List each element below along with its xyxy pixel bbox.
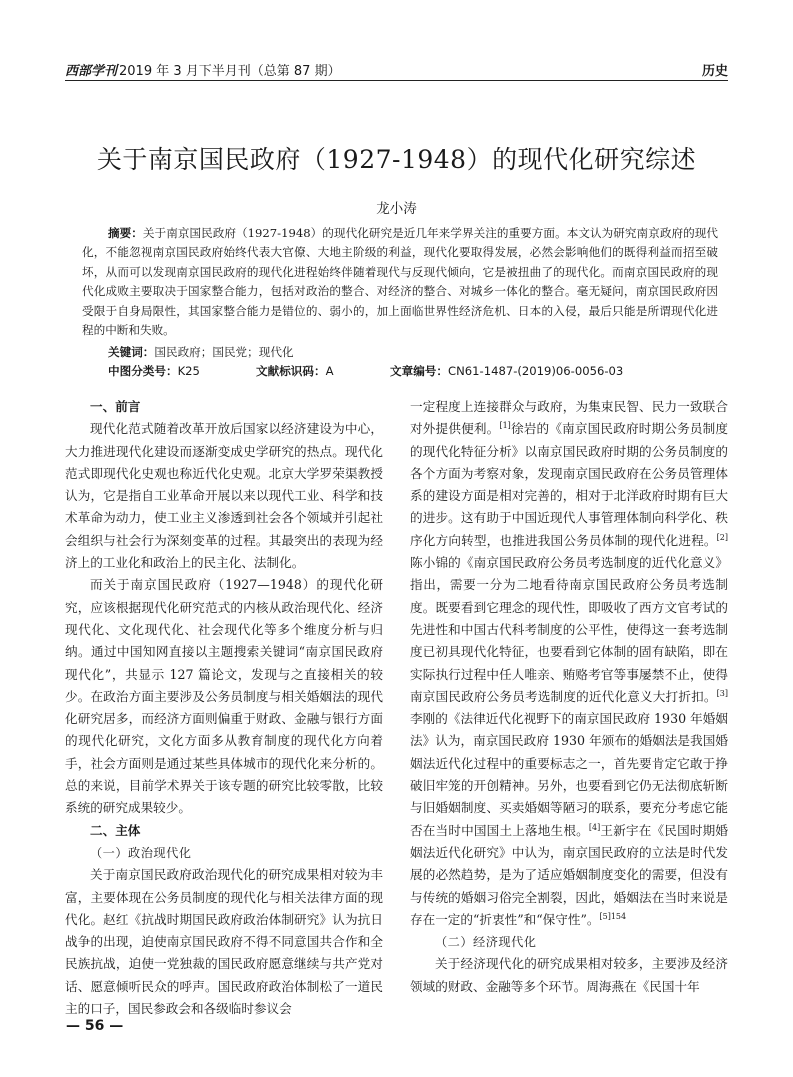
paragraph: 现代化范式随着改革开放后国家以经济建设为中心，大力推进现代化建设而逐渐变成史学研究的热点。现代化范式即现代化史观也称近代化史观。北京大学罗荣渠教授认为，它是指自工业革命开展以来以现代工业、科学和技术革命为动力，使工业主义渗透到社会各个领域并引起社会组织与社会行为深刻变革的过程。其最突出的表现为经济上的工业化和政治上的民主化、法制化。 xyxy=(65,421,383,571)
doc-value: A xyxy=(325,364,334,378)
article-number-value: CN61-1487-(2019)06-0056-03 xyxy=(447,364,624,378)
subsection-heading-political: （一）政治现代化 xyxy=(90,845,192,860)
paragraph: 关于经济现代化的研究成果相对较多，主要涉及经济领域的财政、金融等多个环节。周海燕在《民国十年 xyxy=(410,956,728,994)
doc-code xyxy=(256,363,334,379)
section-label: 历史 xyxy=(701,64,728,79)
keywords-text: 国民政府；国民党；现代化 xyxy=(154,345,294,359)
keywords-label: 关键词： xyxy=(108,345,155,359)
running-header xyxy=(65,58,728,81)
paragraph: 关于南京国民政府政治现代化的研究成果相对较为丰富，主要体现在公务员制度的现代化与相关法律方面的现代化。赵红《抗战时期国民政府政治体制研究》认为抗日战争的出现，迫使南京国民政府不得不同意国共合作和全民族抗战，迫使一党独裁的国民政府愿意继续与共产党对话、愿意倾听民众的呼声。国民政府政治体制松了一道民主的口子，国民参政会和各级临时参议会 xyxy=(65,867,383,1017)
section-heading-intro: 一、前言 xyxy=(90,399,141,414)
citation-ref: [5]154 xyxy=(599,911,627,921)
author-name: 龙小涛 xyxy=(376,201,417,217)
clc-number xyxy=(108,363,200,379)
doc-label: 文献标识码： xyxy=(256,364,326,378)
abstract-label: 摘要： xyxy=(108,226,143,240)
subsection-heading-economic: （二）经济现代化 xyxy=(435,935,537,950)
page-number: — 56 — xyxy=(66,1018,124,1034)
citation-ref: [4] xyxy=(588,822,601,832)
clc-label: 中图分类号： xyxy=(108,364,178,378)
issue-label: 2019 年 3 月下半月刊（总第 87 期） xyxy=(119,64,341,79)
citation-ref: [1] xyxy=(499,421,511,431)
abstract-text: 关于南京国民政府（1927-1948）的现代化研究是近几年来学界关注的重要方面。本文认为研究南京政府的现代化，不能忽视南京国民政府始终代表大官僚、大地主阶级的利益，现代化要取得发展，必然会影响他们的既得利益而招至破坏，从而可以发现南京国民政府的现代化进程始终伴随着现代与反现代倾向，它是被扭曲了的现代化。而南京国民政府的现代化成败主要取决于国家整合能力，包括对政治的整合、对经济的整合、对城乡一体化的整合。毫无疑问，南京国民政府因受限于自身局限性，其国家整合能力是错位的、弱小的，加上面临世界性经济危机、日本的入侵，最后只能是所谓现代化进程的中断和失败。 xyxy=(82,226,718,338)
article-number-label: 文章编号： xyxy=(390,364,448,378)
clc-value: K25 xyxy=(177,364,200,378)
keywords xyxy=(108,344,294,360)
journal-logo: 西部学刊 xyxy=(65,64,118,79)
article-number xyxy=(390,363,623,379)
journal-info xyxy=(65,60,341,79)
paragraph: 一定程度上连接群众与政府，为集束民智、民力一致联合对外提供便利。[1]徐岩的《南京国民政府时期公务员制度的现代化特征分析》以南京国民政府时期的公务员制度的各个方面为考察对象，发现南京国民政府在公务员管理体系的建设方面是相对完善的，相对于北洋政府时期有巨大的进步。这有助于中国近现代人事管理体制向科学化、秩序化方向转型，也推进我国公务员体制的现代化进程。[2]陈小锦的《南京国民政府公务员考选制度的近代化意义》指出，需要一分为二地看待南京国民政府公务员考选制度。既要看到它理念的现代性，即吸收了西方文官考试的先进性和中国古代科考制度的公平性，使得这一套考选制度已初具现代化特征，也要看到它体制的固有缺陷，即在实际执行过程中任人唯亲、贿赂考官等事屡禁不止，使得南京国民政府公务员考选制度的近代化意义大打折扣。[3]李刚的《法律近代化视野下的南京国民政府 1930 年婚姻法》认为，南京国民政府 1930 年颁布的婚姻法是我国婚姻法近代化过程中的重要标志之一，首先要肯定它敢于挣破旧牢笼的开创精神。另外，也要看到它仍无法彻底斩断与旧婚姻制度、买卖婚姻等陋习的联系，要充分考虑它能否在当时中国国土上落地生根。[4]王新宇在《民国时期婚姻法近代化研究》中认为，南京国民政府的立法是时代发展的必然趋势，是为了适应婚姻制度变化的需要，但没有与传统的婚姻习俗完全割裂，因此，婚姻法在当时来说是存在一定的“折衷性”和“保守性”。$^{[5]154}$ xyxy=(410,399,729,927)
article-title: 关于南京国民政府（1927-1948）的现代化研究综述 xyxy=(96,145,697,174)
citation-ref: [2] xyxy=(716,532,728,542)
abstract xyxy=(82,224,718,340)
section-heading-main: 二、主体 xyxy=(90,822,141,838)
right-column xyxy=(410,396,728,998)
citation-ref: [3] xyxy=(716,688,728,698)
paragraph: 而关于南京国民政府（1927—1948）的现代化研究，应该根据现代化研究范式的内核从政治现代化、经济现代化、文化现代化、社会现代化等多个维度分析与归纳。通过中国知网直接以主题搜索关键词“南京国民政府现代化”，共显示 127 篇论文，发现与之直接相关的较少。在政治方面主要涉及公务员制度与相关婚姻法的现代化研究居多，而经济方面则偏重于财政、金融与银行方面的现代化研究，文化方面多从教育制度的现代化方向着手，社会方面则是通过某些具体城市的现代化来分析的。总的来说，目前学术界关于该专题的研究比较零散，比较系统的研究成果较少。 xyxy=(65,577,383,816)
left-column xyxy=(65,396,383,1020)
